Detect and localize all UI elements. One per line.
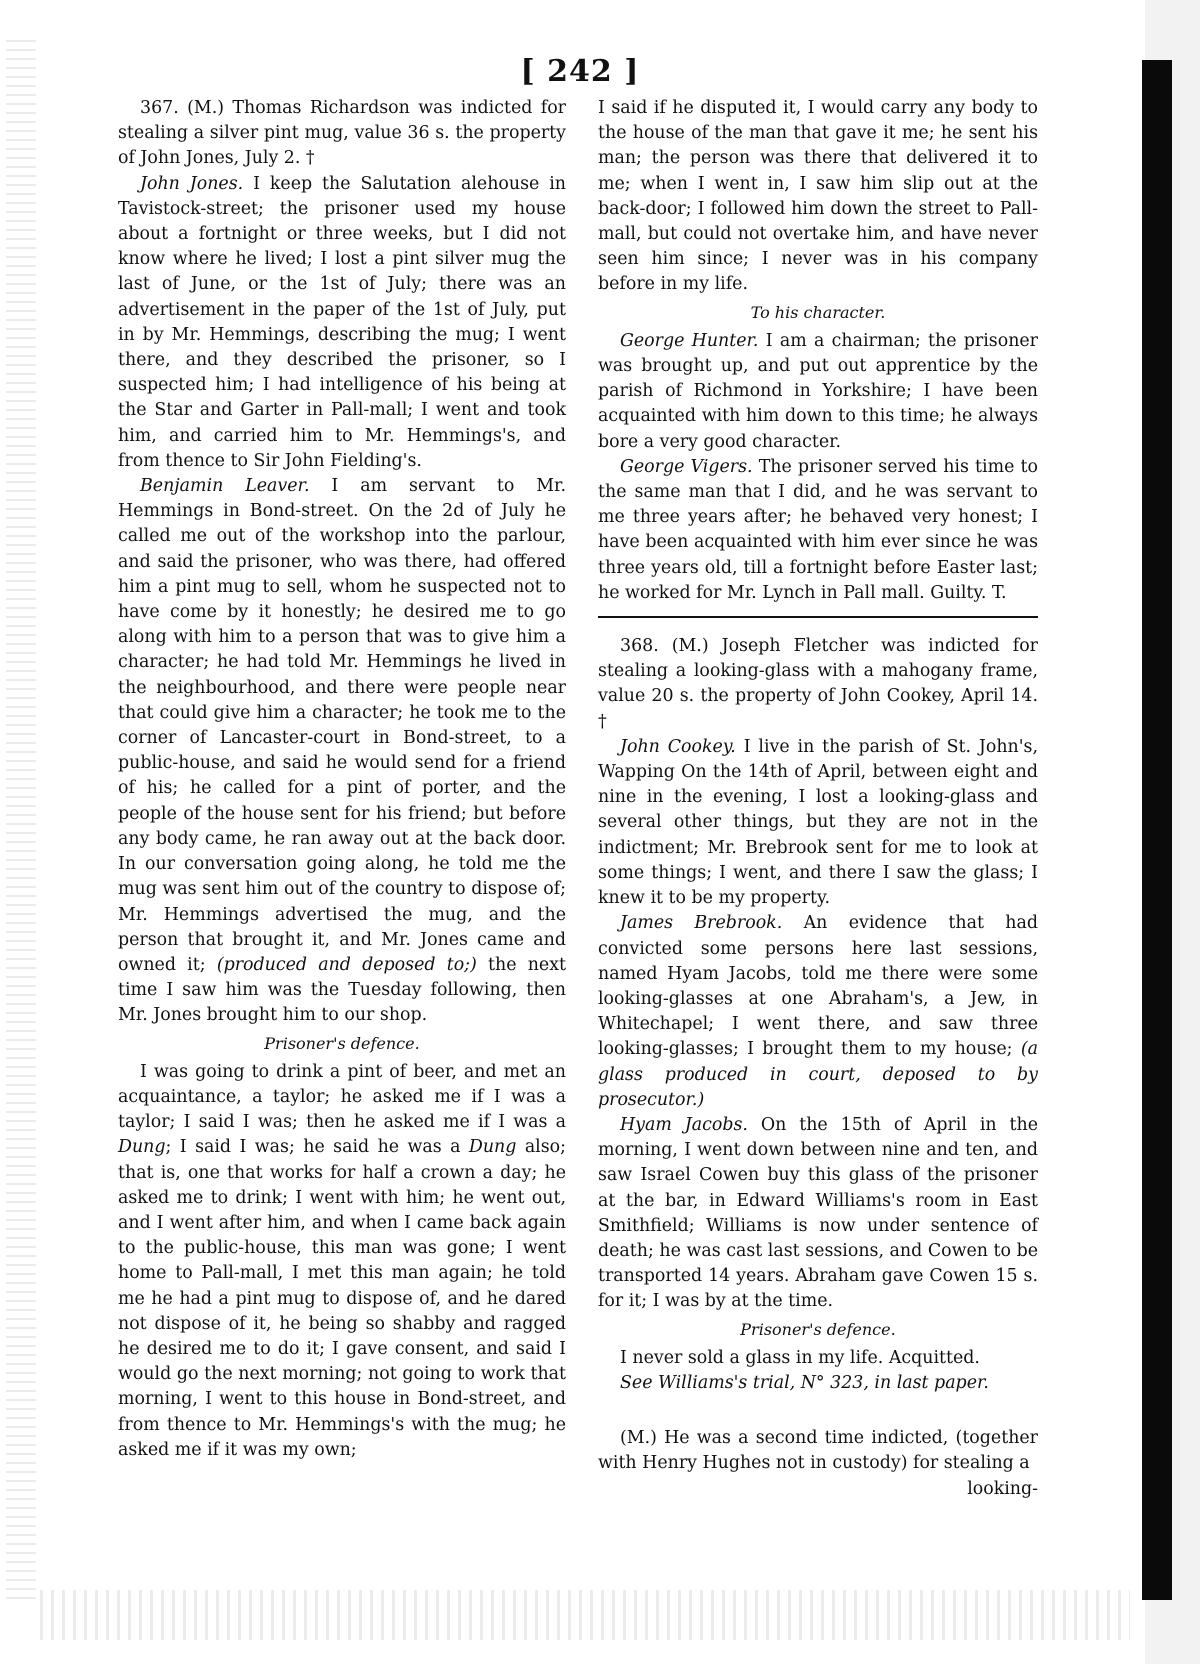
dung-term: Dung	[118, 1137, 166, 1158]
testimony-text: The prisoner served his time to the same man that I did, and he was servant to me three years after; he behaved very honest; I have been acquainted with him ever since he was three years old, till a fortnight before Easter last; he worked for Mr. Lynch in Pall mall. Guilty. T.	[598, 456, 1038, 603]
see-williams-note: See Williams's trial, N° 323, in last paper.	[620, 1372, 989, 1393]
defence-text-part: ; I said I was; he said he was a	[165, 1137, 469, 1158]
scan-margin-noise	[6, 40, 36, 1600]
testimony-james-brebrook	[598, 911, 1038, 1113]
dung-term: Dung	[468, 1137, 517, 1158]
witness-name: George Vigers.	[620, 456, 753, 477]
testimony-hyam-jacobs	[598, 1113, 1038, 1315]
witness-name: John Cookey.	[620, 736, 736, 757]
case-367-heading: 367. (M.) Thomas Richardson was indicted for stealing a silver pint mug, value 36 s. the property of John Jones, July 2. †	[118, 98, 566, 169]
scan-bottom-noise	[40, 1590, 1130, 1640]
case-divider	[598, 616, 1038, 618]
witness-name: Hyam Jacobs.	[620, 1114, 748, 1135]
court-note: (a glass produced in court, deposed to by prosecutor.)	[598, 1039, 1038, 1110]
scan-binding-shadow	[1142, 60, 1172, 1600]
testimony-text: I live in the parish of St. John's, Wapping On the 14th of April, between eight and nine in the evening, I lost a looking-glass and several other things, but they are not in the indictment; Mr. Brebrook sent for me to look at some things; I went, and there I saw the glass; I knew it to be my property.	[598, 736, 1038, 909]
left-column	[118, 96, 566, 1463]
testimony-text-end: the next time I saw him was the Tuesday following, then Mr. Jones brought him to our shop.	[118, 954, 566, 1026]
testimony-john-cookey	[598, 735, 1038, 911]
testimony-text: I am servant to Mr. Hemmings in Bond-street. On the 2d of July he called me out of the workshop into the parlour, and said the prisoner, who was there, had offered him a pint mug to sell, whom he suspected not to have come by it honestly; he desired me to go along with him to a person that was to give him a character; he had told Mr. Hemmings he lived in the neighbourhood, and there were people near that could give him a character; he took me to the corner of Lancaster-court in Bond-street, to a public-house, and said he would send for a friend of his; he called for a pint of porter, and the people of the house sent for his friend; but before any body came, he ran away out at the back door. In our conversation going along, he told me the mug was sent him out of the country to dispose of; Mr. Hemmings advertised the mug, and the person that brought it, and Mr. Jones came and owned it;	[118, 476, 566, 975]
testimony-george-vigers	[598, 455, 1038, 606]
testimony-text: On the 15th of April in the morning, I went down between nine and ten, and saw Israel Cowen buy this glass of the prisoner at the bar, in Edward Williams's room in East Smithfield; Williams is now under sentence of death; he was cast last sessions, and Cowen to be transported 14 years. Abraham gave Cowen 15 s. for it; I was by at the time.	[598, 1114, 1038, 1312]
testimony-john-jones	[118, 172, 566, 474]
character-heading: To his character.	[750, 302, 886, 322]
prisoners-defence-heading: Prisoner's defence.	[740, 1319, 896, 1339]
prisoners-defence-text: I never sold a glass in my life. Acquitted.	[620, 1347, 980, 1368]
defence-continuation: I said if he disputed it, I would carry any body to the house of the man that gave it me; he sent his man; the person was there that delivered it to me; when I went in, I saw him slip out at the back-door; I followed him down the street to Pall-mall, but could not overtake him, and have never seen him since; I never was in his company before in my life.	[598, 98, 1038, 295]
witness-name: Benjamin Leaver.	[140, 476, 310, 497]
defence-text-part: I was going to drink a pint of beer, and met an acquaintance, a taylor; he asked me if I was a taylor; I said I was; then he asked me if I was a	[118, 1061, 566, 1133]
right-column	[598, 96, 1038, 1502]
court-note: (produced and deposed to;)	[216, 954, 477, 975]
case-368-heading: 368. (M.) Joseph Fletcher was indicted for stealing a looking-glass with a mahogany frame, value 20 s. the property of John Cookey, April 14. †	[598, 636, 1038, 732]
page-number: [ 242 ]	[520, 54, 640, 89]
second-indictment: (M.) He was a second time indicted, (together with Henry Hughes not in custody) for stealing a	[598, 1428, 1038, 1474]
prisoners-defence-heading: Prisoner's defence.	[264, 1033, 420, 1053]
testimony-george-hunter	[598, 329, 1038, 455]
witness-name: George Hunter.	[620, 330, 759, 351]
witness-name: John Jones.	[140, 173, 244, 194]
witness-name: James Brebrook.	[620, 913, 783, 934]
defence-text-part: also; that is, one that works for half a crown a day; he asked me to drink; I went with him; he went out, and I went after him, and when I came back again to the public-house, this man was gone; I went home to Pall-mall, I met this man again; he told me he had a pint mug to dispose of, and he dared not dispose of it, he being so shabby and ragged he desired me to do it; I gave consent, and said I would go the next morning; not going to work that morning, I went to this house in Bond-street, and from thence to Mr. Hemmings's with the mug; he asked me if it was my own;	[118, 1137, 567, 1460]
testimony-text: I keep the Salutation alehouse in Tavistock-street; the prisoner used my house about a fortnight or three weeks, but I did not know where he lived; I lost a pint silver mug the last of June, or the 1st of July; there was an advertisement in the paper of the 1st of July, put in by Mr. Hemmings, describing the mug; I went there, and they described the prisoner, so I suspected him; I had intelligence of his being at the Star and Garter in Pall-mall; I went and took him, and carried him to Mr. Hemmings's, and from thence to Sir John Fielding's.	[118, 173, 566, 471]
testimony-benjamin-leaver	[118, 474, 566, 1028]
catchword: looking-	[967, 1478, 1038, 1499]
testimony-text: An evidence that had convicted some persons here last sessions, named Hyam Jacobs, told me there were some looking-glasses at one Abraham's, a Jew, in Whitechapel; I went there, and saw three looking-glasses; I brought them to my house;	[598, 913, 1039, 1060]
prisoners-defence-text	[118, 1060, 566, 1463]
testimony-text: I am a chairman; the prisoner was brought up, and put out apprentice by the parish of Richmond in Yorkshire; I have been acquainted with him down to this time; he always bore a very good character.	[598, 330, 1038, 452]
